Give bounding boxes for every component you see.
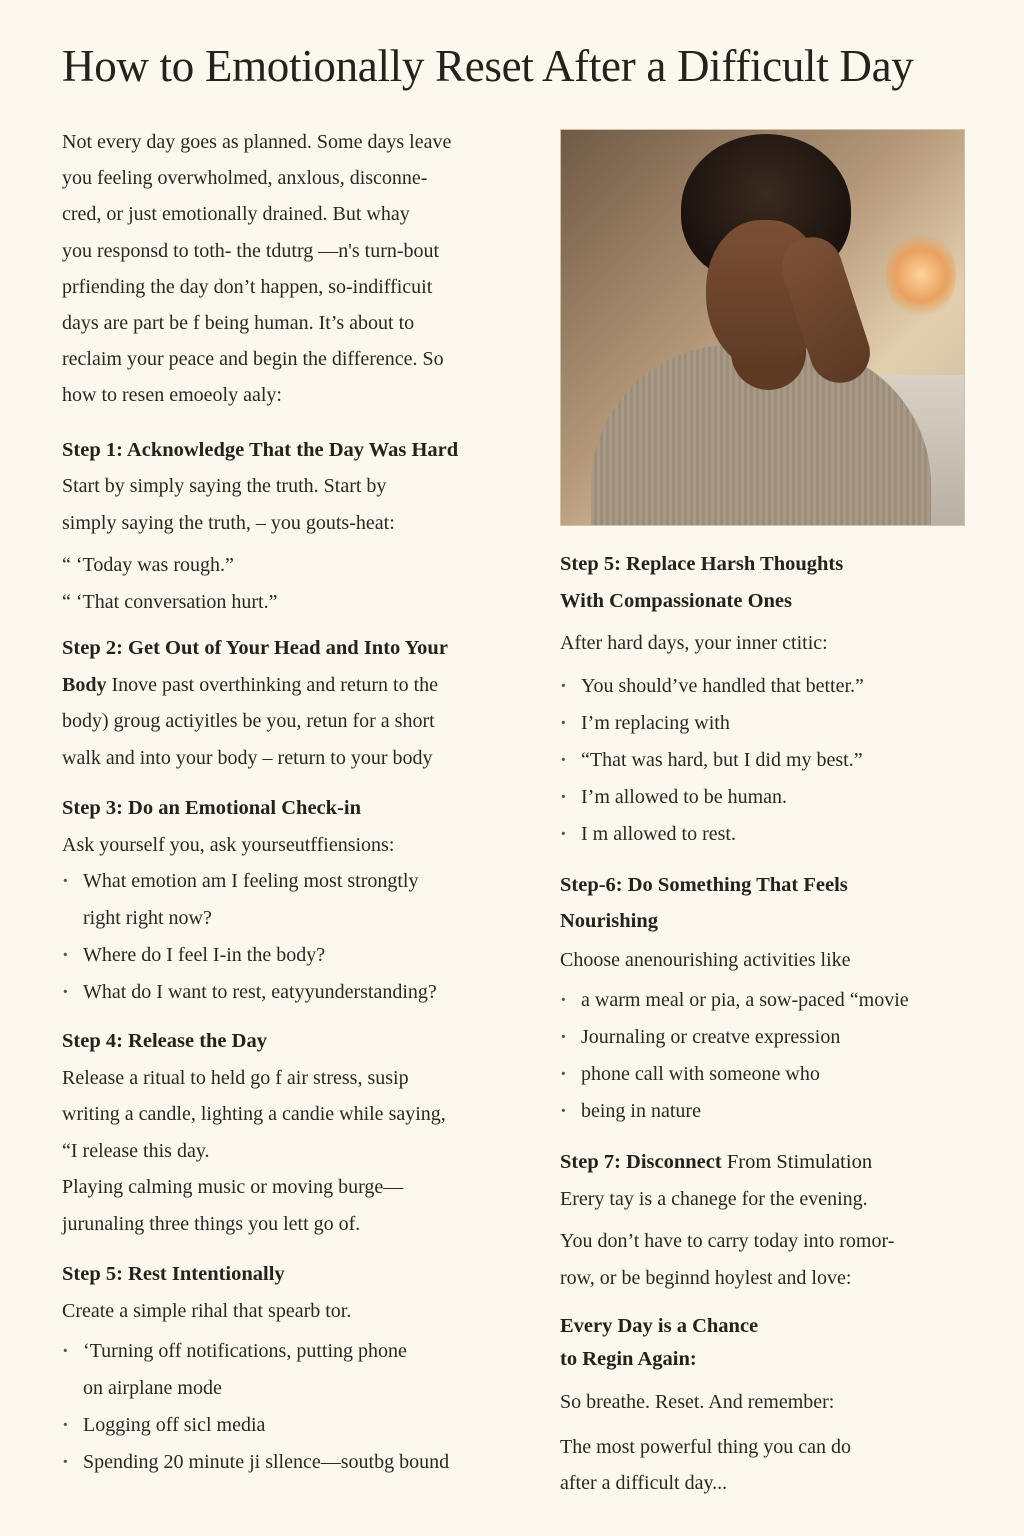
- list-item: on airplane mode: [83, 1377, 222, 1400]
- step-1-line: simply saying the truth, – you gouts-heat:: [62, 511, 395, 534]
- step-5-compassion-list: [560, 668, 980, 853]
- step-7-heading: [560, 1144, 980, 1181]
- step-5-rest-list: [62, 1333, 532, 1481]
- step-3-list: [62, 863, 532, 1011]
- step-1-line: Start by simply saying the truth. Start by: [62, 475, 387, 498]
- closing-line: after a difficult day...: [560, 1472, 728, 1494]
- closing-heading-2: to Regin Again:: [560, 1348, 697, 1370]
- list-item: · I’m allowed to be human.: [560, 779, 980, 816]
- intro-paragraph: [62, 124, 532, 414]
- list-item: · You should’ve handled that better.”: [560, 668, 980, 705]
- step-2-heading-tail: Body: [62, 673, 107, 696]
- step-7-line: You don’t have to carry today into romor-: [560, 1230, 895, 1252]
- step-4-line: “I release this day.: [62, 1139, 210, 1162]
- closing-line: The most powerful thing you can do: [560, 1435, 852, 1458]
- step-6-heading: Step-6: Do Something That Feels: [560, 873, 848, 896]
- list-item: · Journaling or creatve expression: [560, 1019, 980, 1056]
- step-4-heading: Step 4: Release the Day: [62, 1030, 267, 1053]
- right-column: [560, 129, 980, 1502]
- step-4-line: Release a ritual to held go f air stress, susip: [62, 1066, 409, 1089]
- step-7-line: Erery tay is a chanege for the evening.: [560, 1187, 868, 1210]
- closing-heading: Every Day is a Chance: [560, 1315, 759, 1337]
- step-4-line: Playing calming music or moving burge—: [62, 1176, 404, 1199]
- quote-line: “ ‘That conversation hurt.”: [62, 590, 278, 613]
- intro-line: cred, or just emotionally drained. But whay: [62, 203, 410, 226]
- intro-line: days are part be f being human. It’s about to: [62, 312, 415, 335]
- list-item: · What do I want to rest, eatyyunderstanding?: [62, 974, 532, 1011]
- step-2-line: body) groug actiyitles be you, retun for a short: [62, 710, 435, 733]
- step-5-rest-heading: Step 5: Rest Intentionally: [62, 1263, 285, 1286]
- step-5-compassion-intro: After hard days, your inner ctitic:: [560, 632, 828, 654]
- step-6-intro: Choose anenourishing activities like: [560, 948, 851, 971]
- step-7-section: [560, 1144, 980, 1296]
- list-item: · What emotion am I feeling most strongtly: [62, 863, 532, 900]
- step-7-line: row, or be beginnd hoylest and love:: [560, 1266, 852, 1289]
- step-6-heading-2: Nourishing: [560, 910, 658, 932]
- list-item: · phone call with someone who: [560, 1056, 980, 1093]
- intro-line: you feeling overwholmed, anxlous, disconne-: [62, 167, 428, 190]
- step-3-intro: Ask yourself you, ask yourseutffiensions:: [62, 833, 395, 856]
- step-5-rest-intro: Create a simple rihal that spearb tor.: [62, 1299, 352, 1322]
- step-2-heading: Step 2: Get Out of Your Head and Into Your: [62, 637, 448, 660]
- list-item: · I m allowed to rest.: [560, 816, 980, 853]
- closing-line: So breathe. Reset. And remember:: [560, 1391, 835, 1413]
- intro-line: you responsd to toth- the tdutrg —n's turn-bout: [62, 239, 440, 262]
- step-6-list: [560, 982, 980, 1130]
- page-title: How to Emotionally Reset After a Difficult Day: [62, 41, 914, 91]
- step-2-text: Inove past overthinking and return to the: [106, 673, 439, 696]
- lamp-glow: [886, 230, 956, 320]
- list-item: · Spending 20 minute ji sllence—soutbg bound: [62, 1444, 532, 1481]
- list-item: · ‘Turning off notifications, putting phone: [62, 1333, 532, 1370]
- list-item: · a warm meal or pia, a sow-paced “movie: [560, 982, 980, 1019]
- step-3-section: [62, 790, 532, 1011]
- step-5-compassion-heading-2: With Compassionate Ones: [560, 589, 792, 612]
- list-item: · “That was hard, but I did my best.”: [560, 742, 980, 779]
- step-2-section: [62, 630, 532, 776]
- step-7-heading-rest: From Stimulation: [721, 1151, 873, 1173]
- closing-section: [560, 1310, 980, 1502]
- step-1-section: [62, 432, 532, 621]
- list-item: · Logging off sicl media: [62, 1407, 532, 1444]
- list-item: · being in nature: [560, 1093, 980, 1130]
- left-column: [62, 124, 532, 1481]
- step-1-heading: Step 1: Acknowledge That the Day Was Hard: [62, 438, 459, 461]
- list-item: right right now?: [83, 907, 212, 930]
- step-4-line: jurunaling three things you lett go of.: [62, 1212, 361, 1235]
- step-4-section: [62, 1023, 532, 1242]
- intro-line: how to resen emoeoly aaly:: [62, 384, 282, 407]
- list-item: · Where do I feel I-in the body?: [62, 937, 532, 974]
- woman-portrait-image: [560, 129, 965, 526]
- step-5-compassion-section: [560, 546, 980, 853]
- intro-line: prfiending the day don’t happen, so-indifficuit: [62, 275, 433, 298]
- step-4-line: writing a candle, lighting a candie while saying,: [62, 1103, 446, 1126]
- quote-line: “ ‘Today was rough.”: [62, 554, 234, 577]
- step-2-line: walk and into your body – return to your body: [62, 746, 433, 769]
- list-item: · I’m replacing with: [560, 705, 980, 742]
- step-3-heading: Step 3: Do an Emotional Check-in: [62, 797, 361, 820]
- step-1-quotes: [62, 547, 532, 620]
- step-5-rest-section: [62, 1256, 532, 1481]
- step-2-line: [62, 667, 532, 704]
- intro-line: reclaim your peace and begin the difference. So: [62, 348, 444, 371]
- intro-line: Not every day goes as planned. Some days leave: [62, 131, 452, 153]
- step-5-compassion-heading: Step 5: Replace Harsh Thoughts: [560, 553, 844, 575]
- step-6-section: [560, 867, 980, 1131]
- step-7-heading-bold: Step 7: Disconnect: [560, 1151, 722, 1173]
